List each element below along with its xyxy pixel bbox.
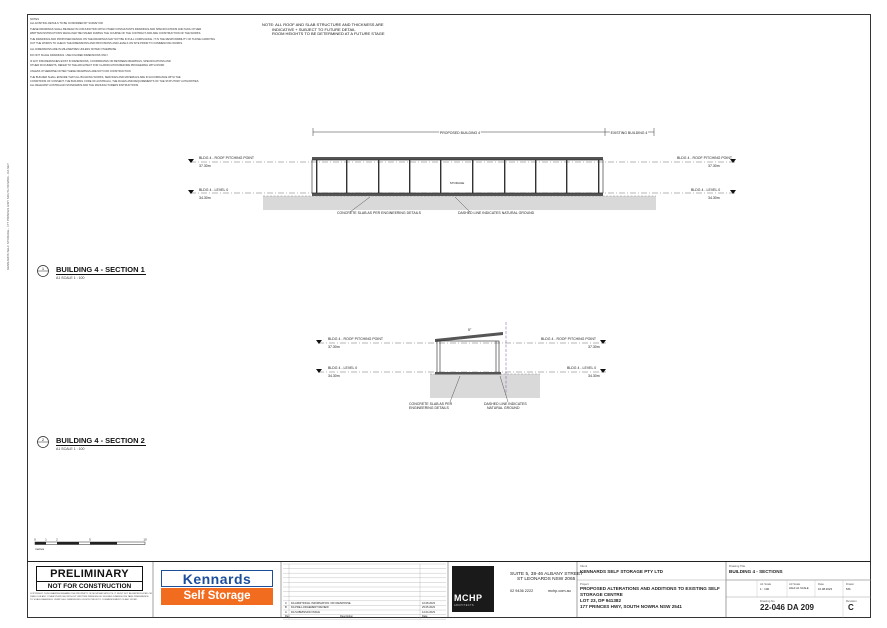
revision-date: 12.04.2023 bbox=[422, 610, 435, 614]
section-1-room-label: STORAGE bbox=[449, 181, 465, 185]
revision-description: DA PRE-LODGEMENT REVIEW bbox=[291, 606, 329, 610]
section-2-number: 2 bbox=[41, 437, 45, 442]
general-note-line: OTHER DOCUMENTS, REFER TO THE ARCHITECT FOR CLARIFICATION BEFORE PROCEEDING WITH WORK bbox=[30, 64, 165, 67]
section-1-scale: A1 SCALE 1 : 100 bbox=[56, 276, 85, 280]
scale-bar-tick: 0 bbox=[34, 537, 36, 542]
address-line: SUITE 5, 38-46 ALBANY STREET bbox=[510, 572, 584, 577]
drawn-value: MS bbox=[846, 587, 851, 591]
general-note-line: THESE DRAWINGS SHALL BE READ IN CONJUNCTION WITH OTHER CONSULTANTS DRAWINGS AND SPECIFICATIONS AND SUCH OTHER bbox=[30, 28, 202, 31]
general-note-line: ALL EXISTING DETAILS TO BE CONFIRMED BY SURVEYOR bbox=[30, 22, 103, 25]
structure-note-line: NOTE: ALL ROOF AND SLAB STRUCTURE AND THICKNESS ARE bbox=[262, 22, 384, 27]
firm-phone: 02 9436 2222 bbox=[510, 589, 534, 593]
address-line: ST LEONARDS NSW 2065 bbox=[517, 577, 576, 583]
section-1-title: BUILDING 4 - SECTION 1 bbox=[56, 265, 145, 274]
section-1-level-left-rl: 34.30m bbox=[199, 196, 211, 200]
section-1-level-right-rl: 34.30m bbox=[708, 196, 720, 200]
mchp-logo-sub: ARCHITECTS bbox=[454, 604, 474, 607]
revision-rev: C bbox=[285, 601, 287, 605]
revision-date: 10.08.2023 bbox=[422, 601, 435, 605]
drawn-label: Drawn bbox=[846, 582, 855, 586]
scale-bar-tick: 5 bbox=[89, 537, 91, 542]
client-name: KENNARDS SELF STORAGE PTY LTD bbox=[580, 569, 663, 574]
mchp-logo bbox=[452, 566, 494, 612]
section-1-roof-right-rl: 37.30m bbox=[708, 164, 720, 168]
project-label: Project bbox=[580, 582, 589, 586]
section-1-extent-left: PROPOSED BUILDING 4 bbox=[439, 131, 481, 135]
section-2-roof-right-rl: 37.30m bbox=[588, 345, 600, 349]
drawing-number-label: Drawing No bbox=[760, 599, 775, 603]
section-2-level-left-label: BLDG 4 - LEVEL 0 bbox=[328, 366, 358, 370]
section-2-ground-note-line: NATURAL GROUND bbox=[487, 406, 520, 410]
general-note-line: ALL RELEVANT AUSTRALIAN STANDARDS AND THE MANUFACTURERS INSTRUCTIONS bbox=[30, 84, 139, 87]
section-2-roof-right-label: BLDG 4 - ROOF PITCHING POINT bbox=[541, 337, 597, 341]
section-1-ground-note: DASHED LINE INDICATES NATURAL GROUND bbox=[458, 211, 535, 215]
section-1-level-left-label: BLDG 4 - LEVEL 0 bbox=[199, 188, 229, 192]
section-1-extent-right: EXISTING BUILDING 4 bbox=[610, 131, 648, 135]
drawing-title-label: Drawing Title bbox=[729, 564, 746, 568]
revision-header: Date bbox=[422, 615, 428, 619]
section-1-slab-note: CONCRETE SLAB AS PER ENGINEERING DETAILS bbox=[337, 211, 421, 215]
section-2-roof-left-label: BLDG 4 - ROOF PITCHING POINT bbox=[328, 337, 384, 341]
section-1-number: 1 bbox=[41, 266, 45, 271]
general-note-line: CONDITIONS OF CONSENT, THE BUILDING CODE OF AUSTRALIA, THE RULES AND REQUIREMENTS OF THE STATUTORY AUTHORITIES bbox=[30, 80, 199, 83]
date-label: Date bbox=[818, 582, 824, 586]
scale-bar-tick: 10 bbox=[143, 537, 147, 542]
revision-description: DA SUBMISSION ISSUE bbox=[291, 610, 320, 614]
preliminary-stamp bbox=[36, 566, 143, 591]
project-line: LOT 23, DP 941382 bbox=[580, 598, 622, 603]
section-2-level-right-label: BLDG 4 - LEVEL 0 bbox=[567, 366, 597, 370]
section-2-slab-note-line: CONCRETE SLAB AS PER bbox=[409, 402, 453, 406]
a3-scale-label: A3 Scale bbox=[789, 582, 801, 586]
section-2-ground-note-line: DASHED LINE INDICATES bbox=[484, 402, 527, 406]
drawing-title: BUILDING 4 - SECTIONS bbox=[729, 569, 783, 574]
section-2-roof-left-rl: 37.30m bbox=[328, 345, 340, 349]
a1-scale: 1 : 100 bbox=[760, 587, 770, 591]
section-2-slab-note-line: ENGINEERING DETAILS bbox=[409, 406, 449, 410]
scale-bar-unit: metres bbox=[35, 547, 45, 551]
section-2-title: BUILDING 4 - SECTION 2 bbox=[56, 436, 145, 445]
general-note-line: OUT THE WORKS TO CHECK THE DIMENSIONS AND PROVISIONS AND LEVELS ON SITE PRIOR TO COMMENCING WORKS. bbox=[30, 42, 183, 45]
drawing-number: 22-046 DA 209 bbox=[760, 603, 814, 612]
section-1-roof-left-rl: 37.30m bbox=[199, 164, 211, 168]
kennards-logo bbox=[161, 570, 273, 606]
a3-scale: HALF A1 SCALE bbox=[789, 587, 809, 590]
general-note-line: IF ANY DISCREPANCIES EXIST IN DIMENSIONS, COORDINATES OR BETWEEN DRAWINGS, SPECIFICATIONS AND bbox=[30, 60, 171, 63]
copyright-disclaimer: COPYRIGHT: THIS DRAWING REMAINS THE PROPERTY OF MCHP ARCHITECTS. IT MUST NOT BE REPRODUCED OR USED FOR ANY OTHER PURPOSE WITHOUT WRITTEN PERMISSION. FIGURED DIMENSIONS TAKE PREFERENCE TO SCALE READINGS. VERIFY ALL DIMENSIONS ON SITE PRIOR TO COMMENCEMENT OF ANY WORK. bbox=[30, 593, 152, 601]
kennards-logo-wordmark: Kennards bbox=[161, 570, 273, 587]
section-1-roof-right-label: BLDG 4 - ROOF PITCHING POINT bbox=[677, 156, 733, 160]
firm-address bbox=[510, 572, 583, 583]
kennards-logo-tagline: Self Storage bbox=[161, 588, 273, 605]
client-label: Client bbox=[580, 564, 588, 568]
general-note-line: WRITTEN INSTRUCTIONS WHICH MAY BE ISSUED DURING THE COURSE OF THE CONTRACT AND ARE CONSTRUCTION OF THE WORKS. bbox=[30, 32, 202, 35]
revision-value: C bbox=[848, 603, 854, 612]
project-line: PROPOSED ALTERATIONS AND ADDITIONS TO EXISTING SELF bbox=[580, 586, 720, 591]
section-2-level-left-rl: 34.30m bbox=[328, 374, 340, 378]
section-2-scale: A1 SCALE 1 : 100 bbox=[56, 447, 85, 451]
section-2-roof-angle: 5° bbox=[468, 328, 472, 332]
general-note-line: NOTES bbox=[30, 18, 39, 21]
structure-note-line: ROOM HEIGHTS TO BE DETERMINED AT A FUTURE STAGE bbox=[272, 31, 385, 37]
scale-bar-tick: 1 bbox=[45, 537, 47, 542]
revision-rev: B bbox=[285, 606, 287, 610]
project-line: STORAGE CENTRE bbox=[580, 591, 623, 597]
revision-header: Description bbox=[340, 615, 353, 619]
structure-note-line: INDICATIVE + SUBJECT TO FUTURE DETAIL bbox=[272, 26, 356, 32]
date-value: 10.08.2023 bbox=[818, 587, 832, 591]
project-line: 177 PRINCES HWY, SOUTH NOWRA NSW 2541 bbox=[580, 603, 682, 609]
general-note-line: THE DRAWINGS AND PROPOSED DESIGN ON THE DRAWINGS MAY NOT BE IN FULL COMPLIANCE. IT IS THE RESPONSIBILITY OF THOSE CARRYING bbox=[30, 38, 216, 41]
a1-scale-label: A1 Scale bbox=[760, 582, 772, 586]
firm-website: mchp.com.au bbox=[548, 589, 571, 593]
section-1-roof-left-label: BLDG 4 - ROOF PITCHING POINT bbox=[199, 156, 255, 160]
general-note-line: ALL DIMENSIONS ARE IN MILLIMETRES UNLESS NOTED OTHERWISE bbox=[30, 48, 117, 51]
revision-label: Revision bbox=[846, 599, 857, 603]
preliminary-text: PRELIMINARY bbox=[50, 568, 129, 580]
revision-header: Rev bbox=[285, 615, 290, 619]
revision-rev: A bbox=[285, 610, 287, 614]
sheet-side-text: KENNARDS SELF STORAGE - 177 PRINCES HWY SOUTH NOWRA - DA SET bbox=[6, 163, 10, 270]
section-1-level-right-label: BLDG 4 - LEVEL 0 bbox=[691, 188, 721, 192]
general-note-line: DO NOT SCALE DRAWINGS. USE FIGURED DIMENSIONS ONLY bbox=[30, 54, 109, 57]
not-for-construction-text: NOT FOR CONSTRUCTION bbox=[37, 581, 142, 591]
scale-bar-tick: 2 bbox=[56, 537, 58, 542]
general-note-line: UNLESS OTHERWISE NOTED THESE DRAWINGS ARE NOT FOR CONSTRUCTION bbox=[30, 70, 131, 73]
mchp-logo-wordmark: MCHP bbox=[454, 593, 483, 603]
general-note-line: THE BUILDER SHALL ENSURE THAT ALL BUILDING WORKS, SERVICES AND MATERIALS ARE IN ACCORDANCE WITH THE bbox=[30, 76, 181, 79]
section-2-level-right-rl: 34.30m bbox=[588, 374, 600, 378]
revision-description: DA ADDITIONAL INFORMATION / RFI RESPONSE bbox=[291, 601, 351, 605]
revision-date: 25.05.2023 bbox=[422, 606, 435, 610]
